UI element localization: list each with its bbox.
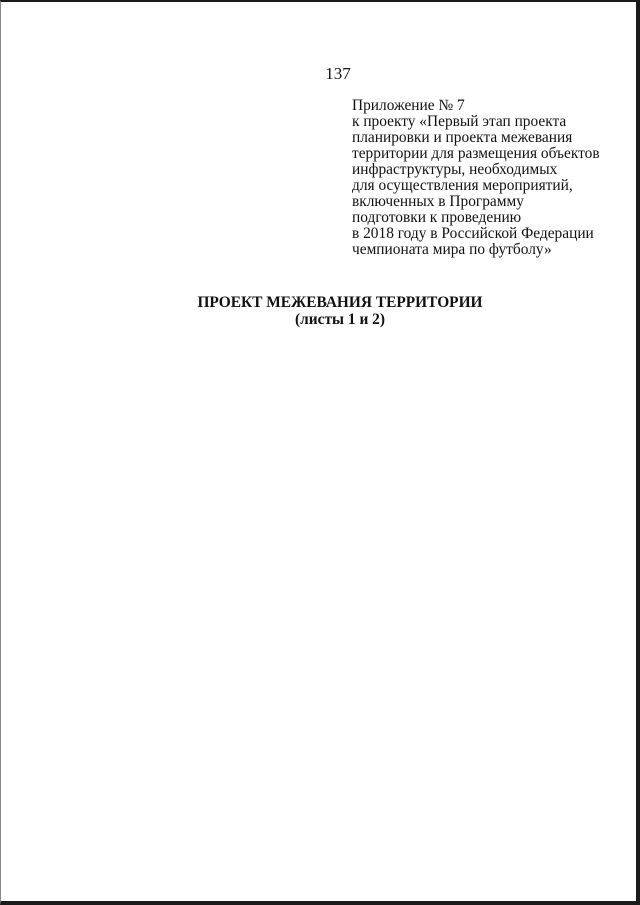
appendix-line: включенных в Программу bbox=[352, 193, 524, 210]
appendix-line: чемпионата мира по футболу» bbox=[352, 241, 552, 258]
document-title-main: ПРОЕКТ МЕЖЕВАНИЯ ТЕРРИТОРИИ bbox=[197, 294, 483, 311]
appendix-line: инфраструктуры, необходимых bbox=[352, 161, 558, 178]
appendix-line: планировки и проекта межевания bbox=[352, 129, 573, 146]
page-number: 137 bbox=[325, 64, 351, 83]
appendix-line: подготовки к проведению bbox=[352, 209, 522, 226]
appendix-line: в 2018 году в Российской Федерации bbox=[352, 225, 594, 242]
appendix-note bbox=[352, 98, 612, 258]
appendix-line: к проекту «Первый этап проекта bbox=[352, 113, 567, 130]
document-title bbox=[150, 294, 530, 328]
document-title-sheets: (листы 1 и 2) bbox=[295, 311, 385, 328]
appendix-line: территории для размещения объектов bbox=[352, 145, 600, 162]
appendix-line: для осуществления мероприятий, bbox=[352, 177, 573, 194]
appendix-line: Приложение № 7 bbox=[352, 97, 465, 114]
